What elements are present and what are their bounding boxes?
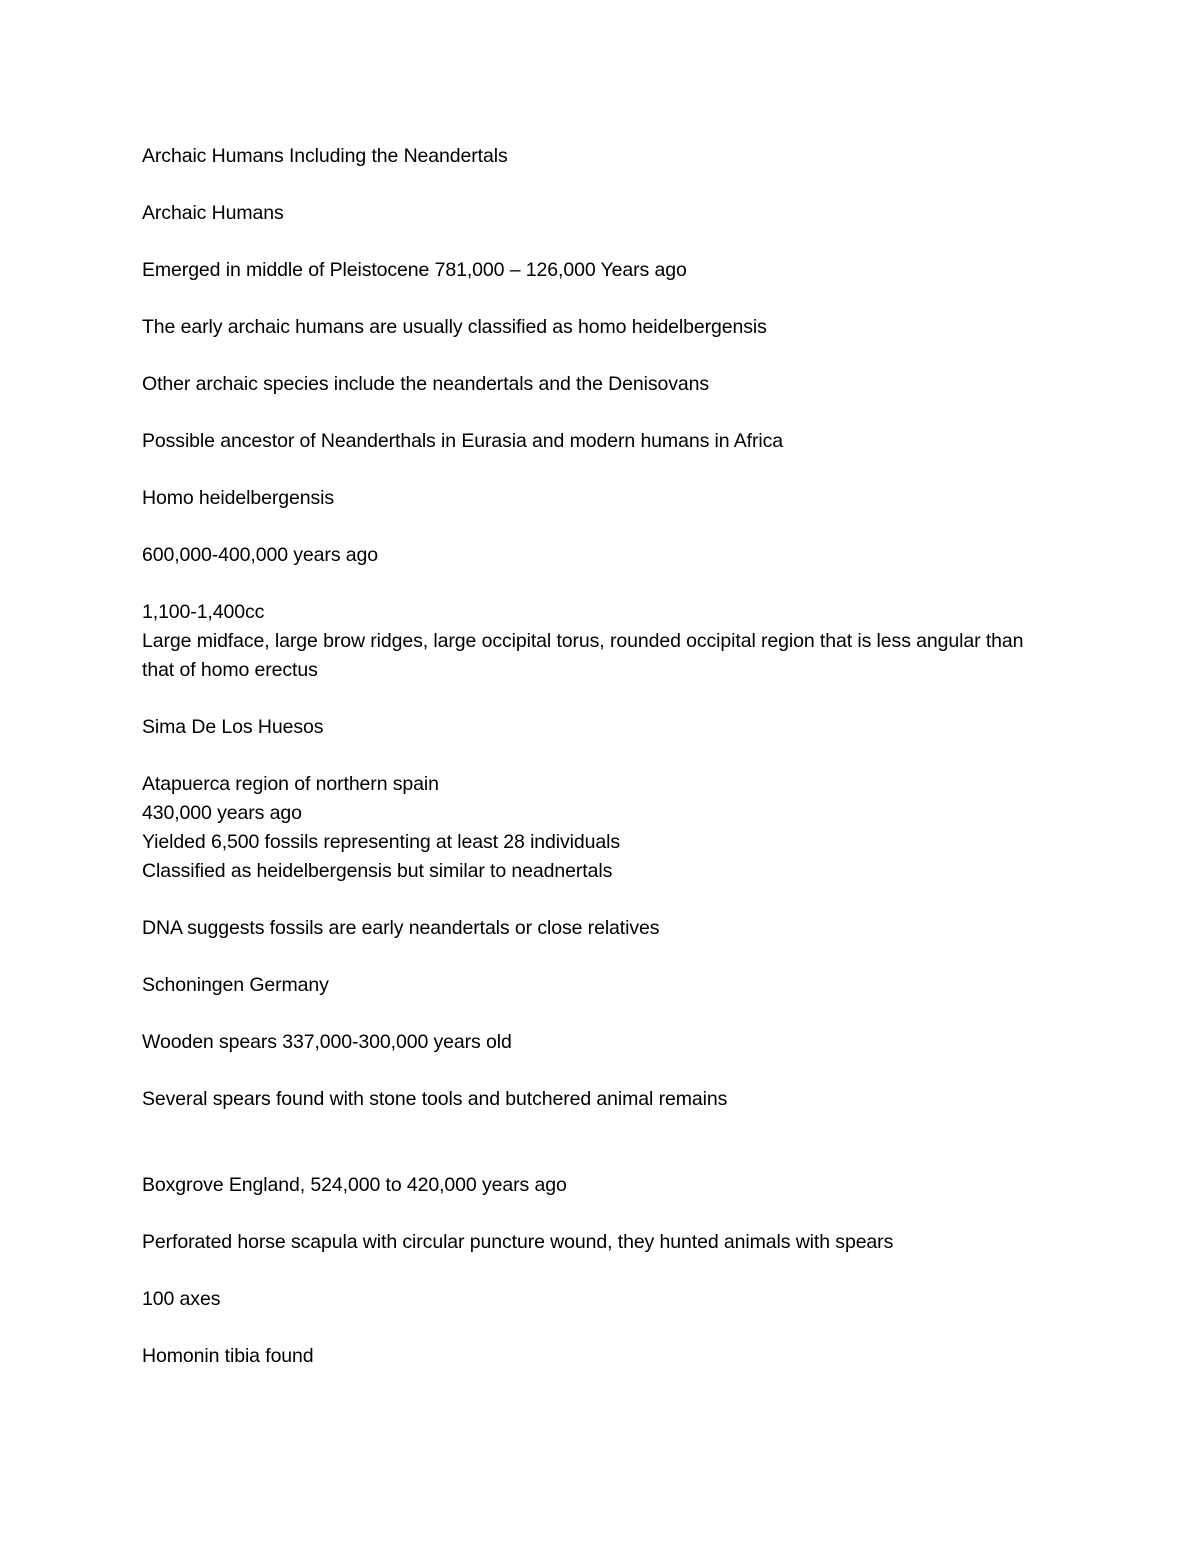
text-line: Other archaic species include the neandertals and the Denisovans (142, 373, 710, 395)
paragraph (142, 1028, 1042, 1057)
text-line: Archaic Humans (142, 202, 284, 224)
paragraph (142, 1342, 1042, 1371)
text-line: Large midface, large brow ridges, large occipital torus, rounded occipital region that is less angular than that of homo erectus (142, 630, 1024, 681)
paragraph (142, 1085, 1042, 1114)
section-heading (142, 971, 1042, 1000)
section-heading (142, 484, 1042, 513)
paragraph (142, 256, 1042, 285)
paragraph (142, 541, 1042, 570)
document-body (142, 142, 1042, 1371)
paragraph (142, 1228, 1042, 1257)
text-line: 1,100-1,400cc (142, 601, 265, 623)
text-line: Possible ancestor of Neanderthals in Eurasia and modern humans in Africa (142, 430, 783, 452)
text-line: Homonin tibia found (142, 1345, 314, 1367)
text-line: Perforated horse scapula with circular puncture wound, they hunted animals with spears (142, 1231, 894, 1253)
paragraph (142, 598, 1042, 685)
text-line: Classified as heidelbergensis but similar to neadnertals (142, 860, 613, 882)
paragraph (142, 1285, 1042, 1314)
text-line: 600,000-400,000 years ago (142, 544, 379, 566)
text-line: Boxgrove England, 524,000 to 420,000 years ago (142, 1174, 567, 1196)
text-line: Emerged in middle of Pleistocene 781,000 – 126,000 Years ago (142, 259, 687, 281)
text-line: 430,000 years ago (142, 802, 302, 824)
text-line: Schoningen Germany (142, 974, 329, 996)
paragraph (142, 914, 1042, 943)
text-line: Several spears found with stone tools and butchered animal remains (142, 1088, 728, 1110)
text-line: Wooden spears 337,000-300,000 years old (142, 1031, 512, 1053)
text-line: Sima De Los Huesos (142, 716, 324, 738)
section-heading (142, 1171, 1042, 1200)
text-line: Yielded 6,500 fossils representing at least 28 individuals (142, 831, 621, 853)
text-line: The early archaic humans are usually classified as homo heidelbergensis (142, 316, 767, 338)
section-heading (142, 713, 1042, 742)
text-line: 100 axes (142, 1288, 221, 1310)
document-title (142, 142, 1042, 171)
paragraph (142, 370, 1042, 399)
paragraph (142, 427, 1042, 456)
text-line: Archaic Humans Including the Neandertals (142, 145, 508, 167)
paragraph (142, 313, 1042, 342)
text-line: DNA suggests fossils are early neandertals or close relatives (142, 917, 660, 939)
paragraph (142, 770, 1042, 886)
section-heading (142, 199, 1042, 228)
text-line: Homo heidelbergensis (142, 487, 335, 509)
text-line: Atapuerca region of northern spain (142, 773, 439, 795)
